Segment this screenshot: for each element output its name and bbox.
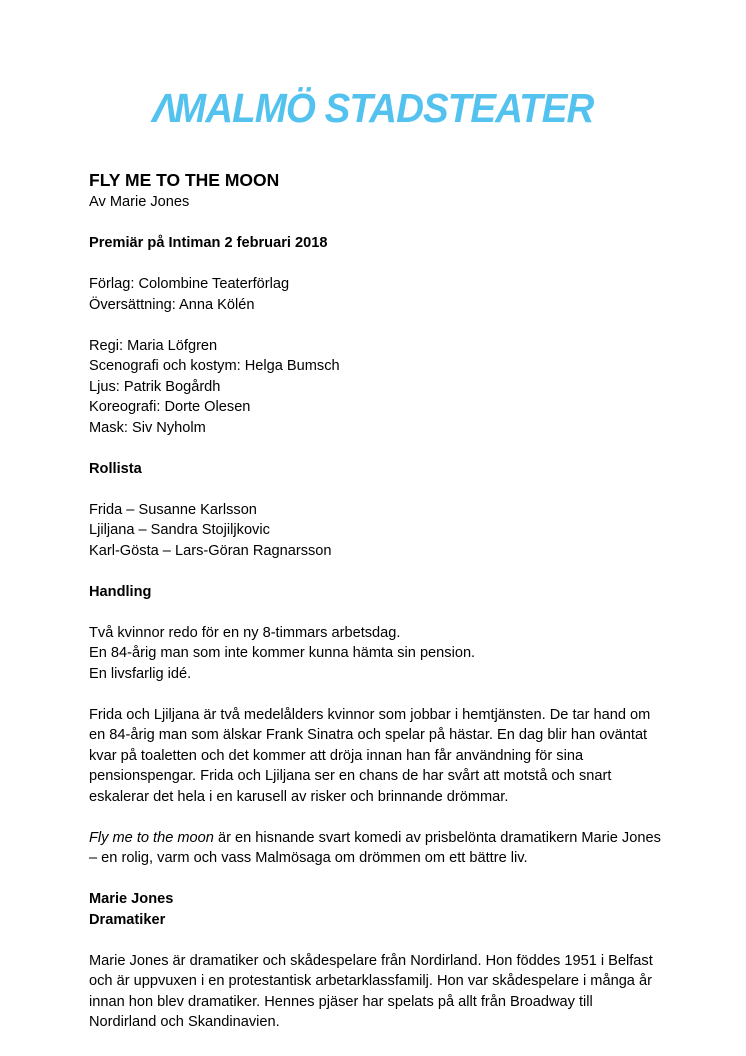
cast-line: Ljiljana – Sandra Stojiljkovic xyxy=(89,522,270,538)
tagline-line: En 84-årig man som inte kommer kunna hämta sin pension. xyxy=(89,645,476,661)
document-body xyxy=(89,168,662,1033)
author-heading-block xyxy=(89,889,662,930)
author-bio-paragraph: Marie Jones är dramatiker och skådespelare från Nordirland. Hon föddes 1951 i Belfast och är uppvuxen i en protestantisk arbetarklassfamilj. Hon var skådespelare i många år innan hon blev dramatiker. Hennes pjäser har spelats på allt från Broadway till Nordirland och Skandinavien. xyxy=(89,952,653,1030)
byline: Av Marie Jones xyxy=(89,194,190,210)
synopsis-block xyxy=(89,705,662,808)
credit-line: Scenografi och kostym: Helga Bumsch xyxy=(89,358,340,374)
premiere-block xyxy=(89,233,662,254)
credit-line: Koreografi: Dorte Olesen xyxy=(89,399,251,415)
about-play-paragraph xyxy=(89,828,662,869)
logo-wordmark: MALMÖ STADSTEATER xyxy=(174,85,594,131)
premiere-line: Premiär på Intiman 2 februari 2018 xyxy=(89,235,328,251)
cast-line: Frida – Susanne Karlsson xyxy=(89,501,257,518)
author-name-heading: Marie Jones xyxy=(89,891,174,907)
tagline-block xyxy=(89,623,662,685)
about-play-text: är en hisnande svart komedi av prisbelönta dramatikern Marie Jones – en rolig, varm och vass Malmösaga om drömmen om ett bättre liv. xyxy=(89,829,661,866)
credit-line: Förlag: Colombine Teaterförlag xyxy=(89,276,290,292)
malmo-stadsteater-logo xyxy=(152,86,593,130)
credit-line: Regi: Maria Löfgren xyxy=(89,337,218,354)
cast-line: Karl-Gösta – Lars-Göran Ragnarsson xyxy=(89,542,332,559)
credit-line: Mask: Siv Nyholm xyxy=(89,419,206,436)
credit-line: Ljus: Patrik Bogårdh xyxy=(89,378,221,395)
logo-container xyxy=(0,0,746,130)
play-title: FLY ME TO THE MOON xyxy=(89,170,280,190)
author-bio-block xyxy=(89,951,662,1033)
production-credits xyxy=(89,336,662,439)
cast-heading: Rollista xyxy=(89,460,142,477)
about-play-block xyxy=(89,828,662,869)
synopsis-heading: Handling xyxy=(89,583,152,600)
logo-mark-glyph: Λ xyxy=(152,85,178,131)
title-block xyxy=(89,168,662,213)
credit-line: Översättning: Anna Kölén xyxy=(89,296,255,313)
play-title-italic: Fly me to the moon xyxy=(89,829,214,846)
cast-heading-block xyxy=(89,459,662,480)
cast-list xyxy=(89,500,662,562)
synopsis-paragraph: Frida och Ljiljana är två medelålders kvinnor som jobbar i hemtjänsten. De tar hand om en 84-årig man som älskar Frank Sinatra och spelar på hästar. En dag blir han oväntat kvar på toaletten och det kommer att dröja innan han får användning för sina pensionspengar. Frida och Ljiljana ser en chans de har svårt att motstå och snart eskalerar det hela i en karusell av risker och brinnande drömmar. xyxy=(89,706,651,805)
tagline-line: En livsfarlig idé. xyxy=(89,665,192,682)
synopsis-heading-block xyxy=(89,582,662,603)
author-role-heading: Dramatiker xyxy=(89,911,166,928)
publishing-credits xyxy=(89,274,662,315)
tagline-line: Två kvinnor redo för en ny 8-timmars arbetsdag. xyxy=(89,624,401,641)
